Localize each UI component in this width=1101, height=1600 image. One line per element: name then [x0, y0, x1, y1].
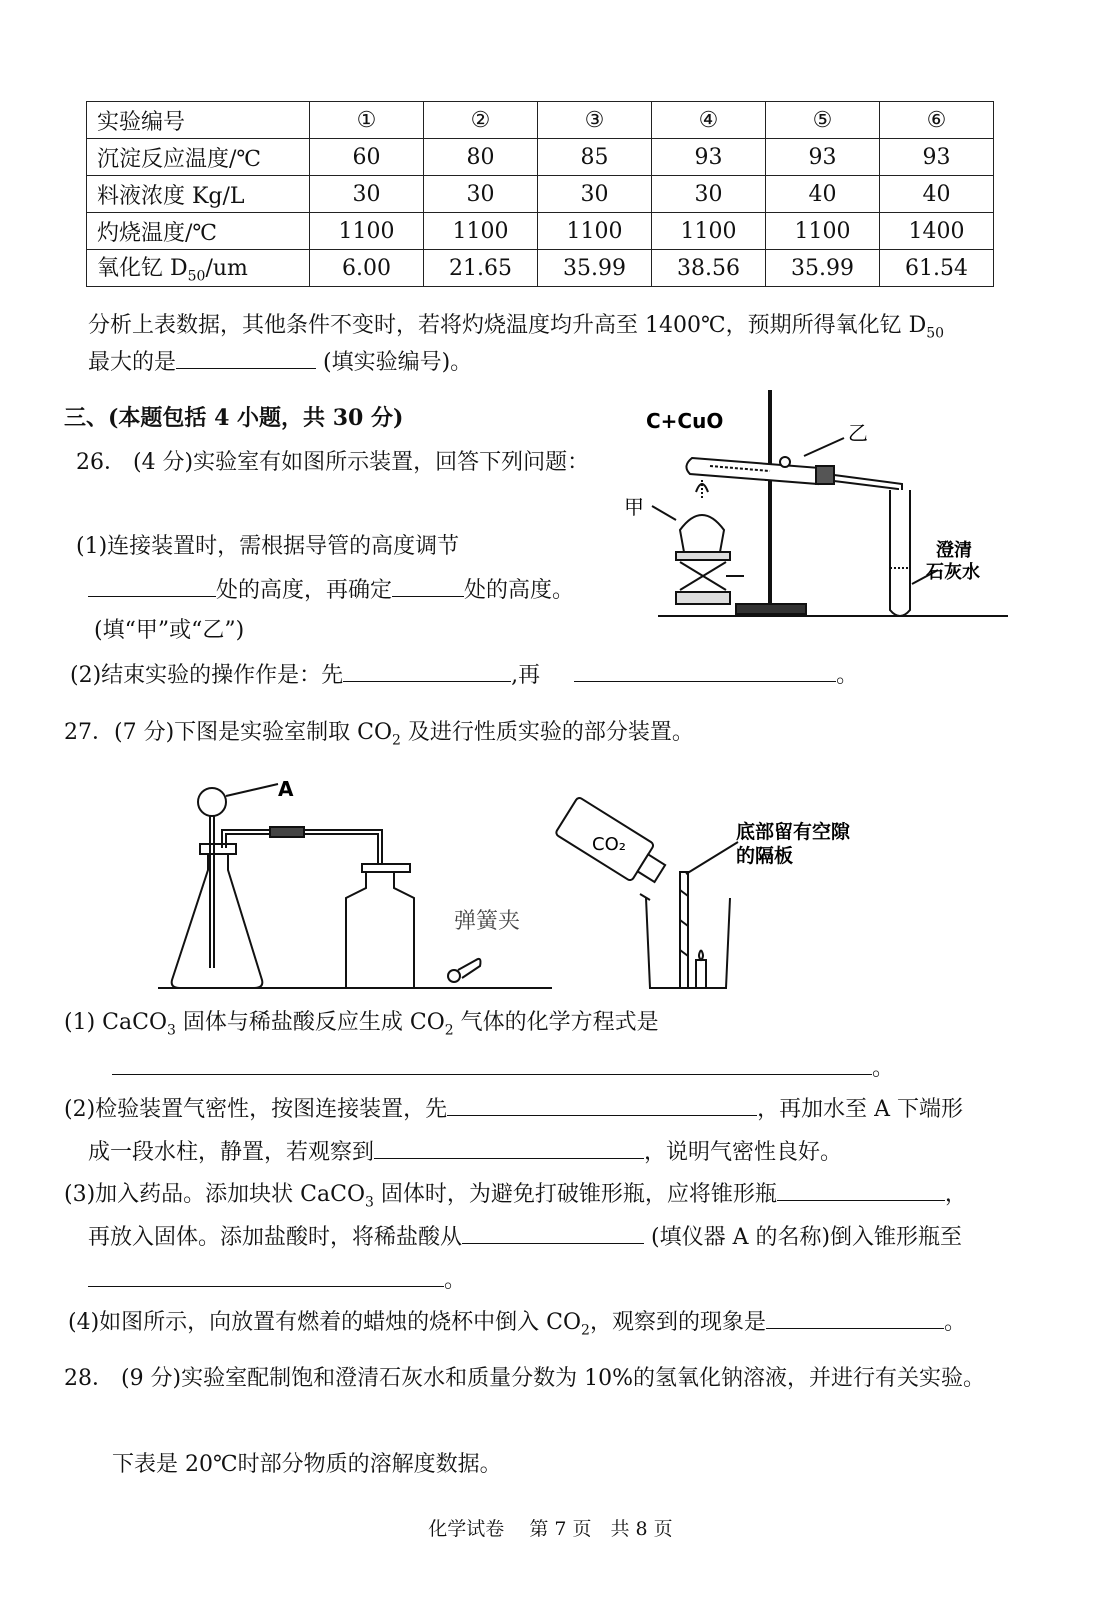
q26-text: (2)结束实验的操作作是：先	[70, 663, 344, 688]
table-cell: 35.99	[766, 250, 880, 287]
answer-blank[interactable]	[343, 659, 511, 682]
d50-label-main: 氧化钇 D	[97, 256, 188, 282]
q26-part1: (1)连接装置时，需根据导管的高度调节	[76, 534, 460, 559]
table-cell: 沉淀反应温度/℃	[87, 139, 310, 176]
table-cell: 30	[652, 176, 766, 213]
table-cell: 40	[766, 176, 880, 213]
answer-blank[interactable]	[392, 574, 464, 597]
q25-text-line1	[88, 311, 944, 348]
table-cell: 93	[766, 139, 880, 176]
table-row	[87, 176, 994, 213]
table-cell: 21.65	[424, 250, 538, 287]
q27-part3	[64, 1178, 967, 1217]
q27-part3-line2	[88, 1221, 962, 1253]
table-header-cell: ⑤	[766, 102, 880, 139]
table-cell: 1100	[652, 213, 766, 250]
table-cell: 40	[880, 176, 994, 213]
table-row	[87, 213, 994, 250]
label-co2-bottle: CO₂	[592, 834, 626, 855]
label-limewater-2: 石灰水	[926, 562, 980, 583]
q25-text-line2	[88, 346, 472, 378]
q27-text: 。	[943, 1310, 966, 1335]
q27-text: (2)检验装置气密性，按图连接装置，先	[64, 1097, 448, 1122]
table-header-row	[87, 102, 994, 139]
answer-blank[interactable]	[88, 1264, 444, 1287]
answer-blank[interactable]	[176, 346, 316, 369]
q25-text: 最大的是	[88, 350, 177, 375]
q27-part4	[68, 1306, 966, 1345]
d50-label-sub: 50	[187, 268, 206, 285]
table-header-cell: ⑥	[880, 102, 994, 139]
q26-part2	[70, 659, 858, 691]
q27-part2	[64, 1093, 963, 1125]
q27-text: (3)加入药品。添加块状 CaCO	[64, 1182, 365, 1207]
answer-blank[interactable]	[112, 1052, 872, 1075]
q27-text: 27．(7 分)下图是实验室制取 CO	[64, 720, 393, 745]
q26-text: 处的高度。	[464, 578, 575, 603]
answer-blank[interactable]	[766, 1306, 944, 1329]
table-cell: 30	[310, 176, 424, 213]
table-cell: 61.54	[880, 250, 994, 287]
q26-text: ,再	[511, 663, 541, 688]
table-cell: 85	[538, 139, 652, 176]
subscript: 2	[444, 1022, 454, 1039]
table-cell: 60	[310, 139, 424, 176]
table-cell: 93	[880, 139, 994, 176]
label-c-cuo: C+CuO	[646, 409, 724, 433]
q27-text: (1) CaCO	[64, 1010, 167, 1035]
q27-text: ，再加水至 A 下端形	[757, 1097, 964, 1122]
q27-text: (4)如图所示，向放置有燃着的蜡烛的烧杯中倒入 CO	[68, 1310, 582, 1335]
q27-text: 。	[872, 1056, 895, 1081]
table-cell: 1100	[310, 213, 424, 250]
q26-text: 处的高度，再确定	[216, 578, 393, 603]
label-a: A	[278, 777, 294, 801]
label-jia: 甲	[624, 495, 644, 519]
q28-stem: 28． (9 分)实验室配制饱和澄清石灰水和质量分数为 10%的氢氧化钠溶液，并进行有关实验。	[64, 1366, 986, 1391]
q27-text: ，	[944, 1182, 967, 1207]
q27-text: 气体的化学方程式是	[453, 1010, 659, 1035]
table-row	[87, 250, 994, 287]
q27-apparatus-figure	[150, 770, 910, 1000]
subscript: 3	[364, 1194, 374, 1211]
table-cell: 93	[652, 139, 766, 176]
label-spring-clip: 弹簧夹	[454, 909, 521, 934]
answer-blank[interactable]	[447, 1093, 757, 1116]
label-limewater-1: 澄清	[936, 540, 972, 561]
q27-text: ，说明气密性良好。	[644, 1140, 843, 1165]
q27-part3-line3	[88, 1264, 466, 1296]
table-cell: 30	[424, 176, 538, 213]
answer-blank[interactable]	[574, 659, 836, 682]
q27-part2-line2	[88, 1136, 842, 1168]
yttrium-data-table	[86, 101, 994, 287]
q26-hint: (填“甲”或“乙”)	[94, 618, 245, 643]
q27-text: 及进行性质实验的部分装置。	[400, 720, 694, 745]
table-cell-d50-label	[87, 250, 310, 287]
answer-blank[interactable]	[777, 1178, 945, 1201]
q26-apparatus-figure	[620, 380, 1020, 630]
q27-text: 成一段水柱，静置，若观察到	[88, 1140, 375, 1165]
answer-blank[interactable]	[462, 1221, 644, 1244]
co2-subscript: 2	[392, 732, 401, 749]
table-header-cell: ①	[310, 102, 424, 139]
q27-part1-answer	[112, 1052, 894, 1084]
table-header-cell: 实验编号	[87, 102, 310, 139]
q27-text: 固体时，为避免打破锥形瓶，应将锥形瓶	[373, 1182, 777, 1207]
section-title: 三、(本题包括 4 小题，共 30 分)	[64, 405, 404, 431]
table-cell: 6.00	[310, 250, 424, 287]
subscript: 3	[166, 1022, 176, 1039]
subscript: 2	[581, 1322, 590, 1339]
table-header-cell: ②	[424, 102, 538, 139]
table-cell: 30	[538, 176, 652, 213]
q25-text: 分析上表数据，其他条件不变时，若将灼烧温度均升高至 1400℃，预期所得氧化钇 D	[88, 313, 927, 338]
table-cell: 1100	[538, 213, 652, 250]
q27-text: (填仪器 A 的名称)倒入锥形瓶至	[651, 1225, 963, 1250]
label-yi: 乙	[848, 421, 868, 445]
q25-text: (填实验编号)。	[323, 350, 473, 375]
table-row	[87, 139, 994, 176]
d50-label-unit: /um	[205, 256, 248, 282]
q27-text: 。	[444, 1268, 467, 1293]
q27-text: 再放入固体。添加盐酸时，将稀盐酸从	[88, 1225, 463, 1250]
table-cell: 35.99	[538, 250, 652, 287]
answer-blank[interactable]	[88, 574, 216, 597]
page-footer: 化学试卷 第 7 页 共 8 页	[428, 1518, 673, 1540]
table-cell: 灼烧温度/℃	[87, 213, 310, 250]
q27-part1	[64, 1008, 659, 1045]
d50-subscript: 50	[926, 325, 945, 342]
q26-part1-line2	[88, 574, 574, 606]
q27-stem	[64, 718, 694, 755]
label-partition-2: 的隔板	[736, 845, 794, 867]
table-cell: 1100	[424, 213, 538, 250]
label-partition-1: 底部留有空隙	[736, 821, 851, 843]
q26-stem: 26． (4 分)实验室有如图所示装置，回答下列问题：	[76, 450, 590, 475]
q27-text: 固体与稀盐酸反应生成 CO	[175, 1010, 445, 1035]
q27-text: ，观察到的现象是	[589, 1310, 766, 1335]
q28-subtext: 下表是 20℃时部分物质的溶解度数据。	[112, 1452, 502, 1477]
q26-text: 。	[836, 663, 859, 688]
table-header-cell: ④	[652, 102, 766, 139]
table-cell: 1400	[880, 213, 994, 250]
table-header-cell: ③	[538, 102, 652, 139]
answer-blank[interactable]	[374, 1136, 644, 1159]
table-cell: 料液浓度 Kg/L	[87, 176, 310, 213]
table-cell: 38.56	[652, 250, 766, 287]
table-cell: 1100	[766, 213, 880, 250]
table-cell: 80	[424, 139, 538, 176]
